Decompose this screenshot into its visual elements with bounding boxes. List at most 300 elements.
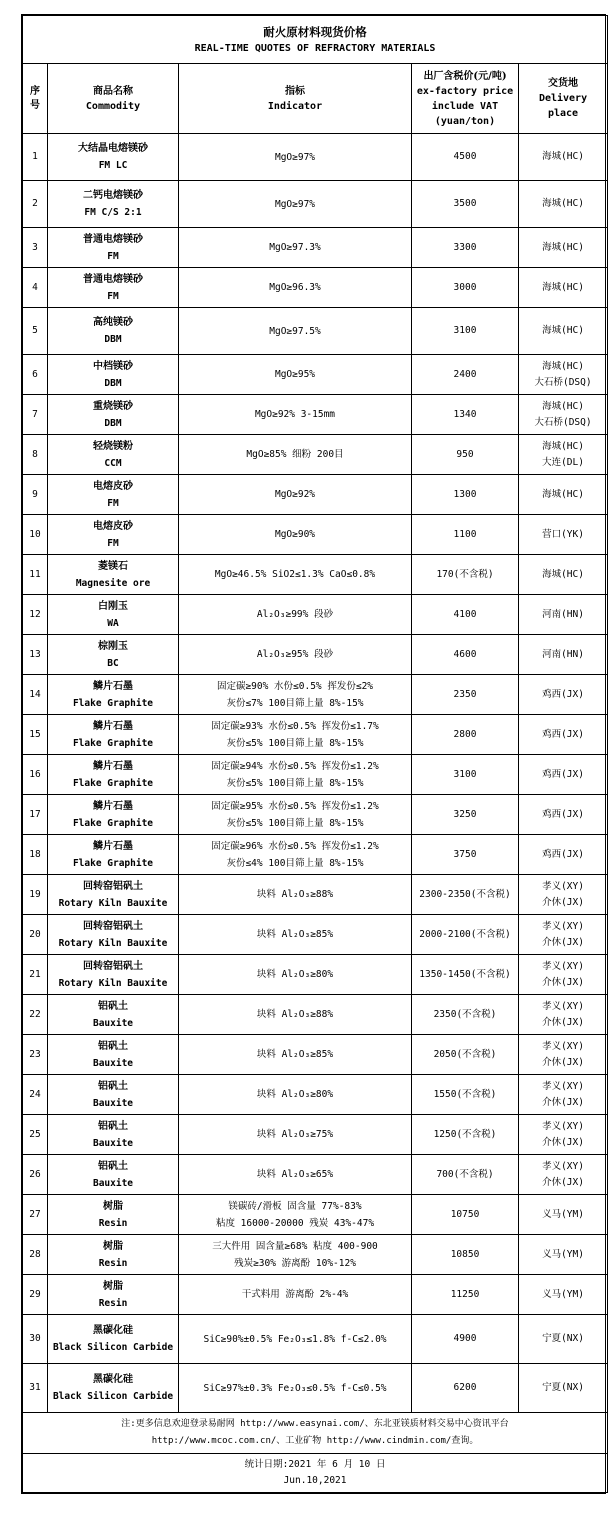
delivery-cell: [519, 875, 608, 915]
delivery-place: 义马(YM): [542, 1208, 584, 1220]
row-number: 9: [23, 475, 48, 515]
commodity-name-en: Rotary Kiln Bauxite: [58, 897, 168, 909]
header-commodity-zh: 商品名称: [93, 85, 133, 97]
indicator-cell: [179, 755, 412, 795]
delivery-place: 海城(HC): [542, 325, 584, 336]
row-number: 8: [23, 435, 48, 475]
table-row: [23, 955, 608, 995]
commodity-cell: [48, 995, 179, 1035]
delivery-place: 孝义(XY): [542, 1120, 584, 1132]
row-number: 16: [23, 755, 48, 795]
delivery-cell: [519, 355, 608, 395]
commodity-cell: [48, 515, 179, 555]
table-title: [23, 16, 608, 64]
delivery-cell: [519, 435, 608, 475]
title-row: [23, 16, 608, 64]
indicator-line: MgO≥96.3%: [269, 282, 321, 293]
table-row: [23, 1195, 608, 1235]
commodity-name-en: Magnesite ore: [75, 577, 151, 589]
row-number: 15: [23, 715, 48, 755]
indicator-line: SiC≥90%±0.5% Fe₂O₃≤1.8% f-C≤2.0%: [203, 1333, 387, 1345]
commodity-cell: [48, 1315, 179, 1364]
delivery-place: 孝义(XY): [542, 880, 584, 892]
table-row: [23, 134, 608, 181]
header-price-en3: (yuan/ton): [434, 115, 496, 127]
commodity-name-en: Bauxite: [92, 1057, 134, 1069]
delivery-place: 介休(JX): [542, 1016, 584, 1028]
price-cell: 4600: [412, 635, 519, 675]
table-row: [23, 1155, 608, 1195]
table-row: [23, 675, 608, 715]
commodity-cell: [48, 955, 179, 995]
delivery-place: 海城(HC): [542, 488, 584, 500]
commodity-cell: [48, 875, 179, 915]
commodity-name-zh: 回转窑铝矾土: [83, 880, 143, 892]
commodity-name-zh: 鳞片石墨: [93, 680, 133, 692]
delivery-place: 海城(HC): [542, 568, 584, 580]
commodity-name-zh: 大结晶电熔镁砂: [78, 143, 148, 154]
delivery-place: 海城(HC): [542, 241, 584, 253]
commodity-name-en: Bauxite: [92, 1097, 134, 1109]
header-row: [23, 64, 608, 134]
commodity-name-en: FM C/S 2:1: [84, 207, 142, 218]
commodity-cell: [48, 595, 179, 635]
indicator-line: 固定碳≥95% 水份≤0.5% 挥发份≤1.2%: [211, 800, 379, 812]
delivery-cell: [519, 835, 608, 875]
table-row: [23, 795, 608, 835]
commodity-name-en: DBM: [104, 334, 122, 345]
commodity-name-zh: 回转窑铝矾土: [83, 960, 143, 972]
header-delivery: [519, 64, 608, 134]
commodity-name-zh: 回转窑铝矾土: [83, 920, 143, 932]
delivery-cell: [519, 1235, 608, 1275]
delivery-place: 大石桥(DSQ): [534, 416, 592, 428]
row-number: 22: [23, 995, 48, 1035]
indicator-cell: [179, 995, 412, 1035]
commodity-name-zh: 黑碳化硅: [93, 1325, 133, 1336]
commodity-name-en: Bauxite: [92, 1137, 134, 1149]
header-delivery-en1: Delivery: [538, 93, 588, 104]
price-sheet: [21, 14, 606, 1494]
row-number: 29: [23, 1275, 48, 1315]
price-cell: 2350: [412, 675, 519, 715]
indicator-cell: [179, 228, 412, 268]
price-cell: 1550(不含税): [412, 1075, 519, 1115]
header-price-en1: ex-factory price: [416, 85, 514, 97]
indicator-line: MgO≥95%: [274, 369, 316, 380]
indicator-line: MgO≥46.5% SiO2≤1.3% CaO≤0.8%: [214, 569, 376, 580]
delivery-cell: [519, 995, 608, 1035]
table-row: [23, 715, 608, 755]
indicator-cell: [179, 555, 412, 595]
commodity-cell: [48, 1155, 179, 1195]
delivery-cell: [519, 308, 608, 355]
commodity-name-zh: 鳞片石墨: [93, 800, 133, 812]
price-cell: 4500: [412, 134, 519, 181]
delivery-cell: [519, 915, 608, 955]
indicator-cell: [179, 475, 412, 515]
header-price-zh: 出厂含税价(元/吨): [423, 70, 507, 82]
commodity-name-zh: 铝矾土: [98, 1120, 128, 1132]
commodity-name-zh: 二钙电熔镁砂: [83, 190, 143, 201]
indicator-line: MgO≥97%: [274, 198, 316, 210]
row-number: 23: [23, 1035, 48, 1075]
delivery-cell: [519, 795, 608, 835]
commodity-name-zh: 树脂: [103, 1200, 123, 1212]
commodity-name-en: FM: [107, 250, 119, 262]
table-row: [23, 355, 608, 395]
commodity-name-zh: 轻烧镁粉: [93, 440, 133, 452]
commodity-name-zh: 鳞片石墨: [93, 720, 133, 732]
indicator-cell: [179, 955, 412, 995]
indicator-cell: [179, 795, 412, 835]
table-row: [23, 435, 608, 475]
indicator-cell: [179, 675, 412, 715]
row-number: 18: [23, 835, 48, 875]
row-number: 24: [23, 1075, 48, 1115]
price-cell: 2350(不含税): [412, 995, 519, 1035]
indicator-line: MgO≥97.3%: [269, 242, 321, 253]
commodity-cell: [48, 795, 179, 835]
indicator-line: 固定碳≥94% 水份≤0.5% 挥发份≤1.2%: [211, 760, 379, 772]
table-row: [23, 835, 608, 875]
row-number: 17: [23, 795, 48, 835]
price-cell: 1350-1450(不含税): [412, 955, 519, 995]
delivery-place: 义马(YM): [542, 1288, 584, 1300]
header-delivery-zh: 交货地: [548, 78, 579, 89]
row-number: 21: [23, 955, 48, 995]
price-cell: 2300-2350(不含税): [412, 875, 519, 915]
commodity-name-en: FM: [107, 497, 119, 509]
commodity-cell: [48, 134, 179, 181]
delivery-cell: [519, 1115, 608, 1155]
delivery-cell: [519, 1155, 608, 1195]
price-cell: 1250(不含税): [412, 1115, 519, 1155]
commodity-name-en: Rotary Kiln Bauxite: [58, 937, 168, 949]
commodity-name-en: Resin: [98, 1217, 128, 1229]
row-number: 19: [23, 875, 48, 915]
table-body: [23, 134, 608, 1413]
price-cell: 10850: [412, 1235, 519, 1275]
row-number: 26: [23, 1155, 48, 1195]
commodity-name-zh: 电熔皮砂: [93, 520, 133, 532]
delivery-place: 介休(JX): [542, 976, 584, 988]
delivery-place: 孝义(XY): [542, 920, 584, 932]
commodity-name-zh: 鳞片石墨: [93, 840, 133, 852]
indicator-line: 固定碳≥90% 水份≤0.5% 挥发份≤2%: [216, 680, 374, 692]
price-cell: 1300: [412, 475, 519, 515]
delivery-cell: [519, 515, 608, 555]
indicator-line: 块料 Al₂O₃≥88%: [256, 1009, 334, 1020]
delivery-place: 孝义(XY): [542, 960, 584, 972]
note-row: [23, 1413, 608, 1454]
row-number: 1: [23, 134, 48, 181]
indicator-line: 灰份≤5% 100目筛上量 8%-15%: [226, 737, 364, 749]
delivery-place: 介休(JX): [542, 936, 584, 948]
delivery-cell: [519, 1275, 608, 1315]
indicator-cell: [179, 915, 412, 955]
indicator-line: 灰份≤5% 100目筛上量 8%-15%: [226, 777, 364, 789]
date-row: [23, 1454, 608, 1493]
stat-date: [23, 1454, 608, 1493]
delivery-place: 营口(YK): [542, 528, 584, 540]
commodity-name-en: Resin: [98, 1297, 128, 1309]
row-number: 27: [23, 1195, 48, 1235]
price-cell: 950: [412, 435, 519, 475]
delivery-cell: [519, 134, 608, 181]
commodity-cell: [48, 268, 179, 308]
row-number: 13: [23, 635, 48, 675]
table-row: [23, 755, 608, 795]
commodity-name-en: Bauxite: [92, 1177, 134, 1189]
commodity-name-zh: 鳞片石墨: [93, 760, 133, 772]
price-cell: 2050(不含税): [412, 1035, 519, 1075]
table-row: [23, 1035, 608, 1075]
delivery-place: 海城(HC): [542, 400, 584, 412]
row-number: 10: [23, 515, 48, 555]
delivery-place: 介休(JX): [542, 1096, 584, 1108]
delivery-place: 海城(HC): [542, 151, 584, 162]
commodity-name-en: WA: [107, 617, 119, 629]
header-indicator-en: Indicator: [267, 100, 323, 112]
commodity-name-en: Flake Graphite: [72, 697, 154, 709]
commodity-name-en: FM LC: [98, 160, 128, 171]
commodity-name-en: Rotary Kiln Bauxite: [58, 977, 168, 989]
commodity-name-en: Black Silicon Carbide: [52, 1342, 174, 1353]
table-row: [23, 515, 608, 555]
delivery-place: 孝义(XY): [542, 1040, 584, 1052]
row-number: 31: [23, 1364, 48, 1413]
price-cell: 170(不含税): [412, 555, 519, 595]
delivery-place: 海城(HC): [542, 440, 584, 452]
delivery-place: 鸡西(JX): [542, 728, 584, 740]
delivery-place: 河南(HN): [542, 648, 584, 660]
row-number: 12: [23, 595, 48, 635]
table-row: [23, 1235, 608, 1275]
indicator-line: 残炭≥30% 游离酚 10%-12%: [234, 1257, 356, 1269]
price-cell: 6200: [412, 1364, 519, 1413]
footnote: [23, 1413, 608, 1454]
header-indicator-zh: 指标: [285, 85, 305, 97]
indicator-line: Al₂O₃≥95% 段砂: [256, 649, 334, 660]
delivery-place: 河南(HN): [542, 608, 584, 620]
commodity-name-zh: 铝矾土: [98, 1040, 128, 1052]
commodity-cell: [48, 755, 179, 795]
indicator-line: MgO≥97%: [274, 151, 316, 163]
indicator-cell: [179, 1115, 412, 1155]
header-price: [412, 64, 519, 134]
table-row: [23, 395, 608, 435]
price-cell: 1340: [412, 395, 519, 435]
commodity-cell: [48, 475, 179, 515]
indicator-line: 灰份≤4% 100目筛上量 8%-15%: [226, 857, 364, 869]
indicator-line: MgO≥97.5%: [269, 325, 321, 337]
commodity-name-zh: 重烧镁砂: [93, 400, 133, 412]
indicator-line: 块料 Al₂O₃≥85%: [256, 1049, 334, 1060]
delivery-place: 海城(HC): [542, 198, 584, 209]
table-row: [23, 635, 608, 675]
indicator-line: 块料 Al₂O₃≥65%: [256, 1169, 334, 1180]
header-price-en2: include VAT: [431, 100, 499, 112]
indicator-cell: [179, 875, 412, 915]
indicator-line: 块料 Al₂O₃≥88%: [256, 889, 334, 900]
commodity-name-zh: 树脂: [103, 1280, 123, 1292]
commodity-cell: [48, 835, 179, 875]
delivery-cell: [519, 181, 608, 228]
delivery-place: 鸡西(JX): [542, 848, 584, 860]
commodity-name-zh: 铝矾土: [98, 1080, 128, 1092]
delivery-place: 宁夏(NX): [542, 1382, 584, 1393]
indicator-cell: [179, 1315, 412, 1364]
table-row: [23, 268, 608, 308]
stat-date-en: Jun.10,2021: [283, 1475, 347, 1486]
indicator-cell: [179, 635, 412, 675]
price-cell: 3300: [412, 228, 519, 268]
table-row: [23, 555, 608, 595]
indicator-line: 块料 Al₂O₃≥85%: [256, 929, 334, 940]
price-cell: 11250: [412, 1275, 519, 1315]
delivery-cell: [519, 715, 608, 755]
commodity-name-en: Bauxite: [92, 1017, 134, 1029]
row-number: 14: [23, 675, 48, 715]
indicator-line: 块料 Al₂O₃≥80%: [256, 969, 334, 980]
table-row: [23, 1364, 608, 1413]
indicator-cell: [179, 595, 412, 635]
commodity-name-en: Flake Graphite: [72, 737, 154, 749]
delivery-place: 鸡西(JX): [542, 688, 584, 700]
commodity-name-zh: 树脂: [103, 1240, 123, 1252]
commodity-name-en: Flake Graphite: [72, 777, 154, 789]
commodity-name-en: CCM: [104, 457, 122, 469]
delivery-place: 介休(JX): [542, 1176, 584, 1188]
indicator-line: 干式料用 游离酚 2%-4%: [241, 1289, 349, 1300]
indicator-line: 三大件用 固含量≥68% 粘度 400-900: [212, 1240, 378, 1252]
delivery-place: 义马(YM): [542, 1248, 584, 1260]
delivery-cell: [519, 228, 608, 268]
price-cell: 3100: [412, 755, 519, 795]
price-cell: 1100: [412, 515, 519, 555]
delivery-place: 大连(DL): [542, 456, 584, 468]
price-cell: 3000: [412, 268, 519, 308]
title-zh: 耐火原材料现货价格: [263, 24, 367, 39]
indicator-cell: [179, 134, 412, 181]
title-en: REAL-TIME QUOTES OF REFRACTORY MATERIALS: [194, 42, 436, 54]
indicator-cell: [179, 435, 412, 475]
price-cell: 10750: [412, 1195, 519, 1235]
commodity-name-zh: 铝矾土: [98, 1160, 128, 1172]
commodity-name-zh: 铝矾土: [98, 1000, 128, 1012]
delivery-place: 海城(HC): [542, 360, 584, 372]
delivery-place: 孝义(XY): [542, 1080, 584, 1092]
row-number: 7: [23, 395, 48, 435]
commodity-name-en: DBM: [104, 377, 122, 389]
price-cell: 3250: [412, 795, 519, 835]
indicator-cell: [179, 181, 412, 228]
indicator-line: 粘度 16000-20000 残炭 43%-47%: [215, 1217, 375, 1229]
table-row: [23, 875, 608, 915]
indicator-cell: [179, 1195, 412, 1235]
commodity-name-zh: 电熔皮砂: [93, 480, 133, 492]
footnote-line2: http://www.mcoc.com.cn/、工业矿物 http://www.cindmin.com/查询。: [151, 1436, 479, 1446]
delivery-cell: [519, 1075, 608, 1115]
commodity-cell: [48, 1364, 179, 1413]
commodity-cell: [48, 915, 179, 955]
indicator-cell: [179, 1035, 412, 1075]
delivery-cell: [519, 635, 608, 675]
commodity-cell: [48, 675, 179, 715]
table-row: [23, 228, 608, 268]
commodity-name-zh: 高纯镁砂: [93, 317, 133, 328]
commodity-cell: [48, 1075, 179, 1115]
commodity-cell: [48, 1115, 179, 1155]
delivery-place: 介休(JX): [542, 1136, 584, 1148]
delivery-cell: [519, 555, 608, 595]
table-row: [23, 181, 608, 228]
indicator-cell: [179, 515, 412, 555]
header-commodity-en: Commodity: [85, 100, 141, 112]
table-row: [23, 915, 608, 955]
price-cell: 2000-2100(不含税): [412, 915, 519, 955]
delivery-place: 孝义(XY): [542, 1160, 584, 1172]
table-row: [23, 1115, 608, 1155]
delivery-cell: [519, 955, 608, 995]
indicator-cell: [179, 1364, 412, 1413]
commodity-cell: [48, 395, 179, 435]
indicator-cell: [179, 1155, 412, 1195]
commodity-cell: [48, 1035, 179, 1075]
price-cell: 2800: [412, 715, 519, 755]
commodity-cell: [48, 181, 179, 228]
delivery-cell: [519, 595, 608, 635]
price-table: [22, 15, 608, 1493]
commodity-name-en: FM: [107, 290, 119, 302]
price-cell: 4900: [412, 1315, 519, 1364]
commodity-name-en: Black Silicon Carbide: [52, 1391, 174, 1402]
delivery-place: 海城(HC): [542, 281, 584, 293]
row-number: 3: [23, 228, 48, 268]
indicator-line: 块料 Al₂O₃≥75%: [256, 1129, 334, 1140]
delivery-cell: [519, 268, 608, 308]
price-cell: 2400: [412, 355, 519, 395]
commodity-name-en: Flake Graphite: [72, 817, 154, 829]
table-row: [23, 475, 608, 515]
commodity-name-zh: 普通电熔镁砂: [83, 273, 143, 285]
delivery-cell: [519, 1195, 608, 1235]
table-row: [23, 1275, 608, 1315]
commodity-name-zh: 白刚玉: [98, 600, 128, 612]
indicator-line: MgO≥92% 3-15mm: [254, 409, 336, 420]
indicator-line: MgO≥90%: [274, 529, 316, 540]
commodity-cell: [48, 715, 179, 755]
commodity-cell: [48, 1195, 179, 1235]
indicator-cell: [179, 308, 412, 355]
delivery-cell: [519, 1035, 608, 1075]
row-number: 11: [23, 555, 48, 595]
delivery-place: 鸡西(JX): [542, 808, 584, 820]
indicator-cell: [179, 715, 412, 755]
commodity-cell: [48, 1275, 179, 1315]
indicator-cell: [179, 268, 412, 308]
commodity-name-zh: 棕刚玉: [98, 640, 128, 652]
row-number: 2: [23, 181, 48, 228]
indicator-cell: [179, 1235, 412, 1275]
price-cell: 3750: [412, 835, 519, 875]
indicator-line: SiC≥97%±0.3% Fe₂O₃≤0.5% f-C≤0.5%: [203, 1382, 387, 1394]
commodity-name-en: BC: [107, 657, 119, 669]
row-number: 20: [23, 915, 48, 955]
footnote-line1: 注:更多信息欢迎登录易耐网 http://www.easynai.com/、东北亚镁质材料交易中心资讯平台: [121, 1419, 509, 1429]
delivery-place: 宁夏(NX): [542, 1333, 584, 1344]
